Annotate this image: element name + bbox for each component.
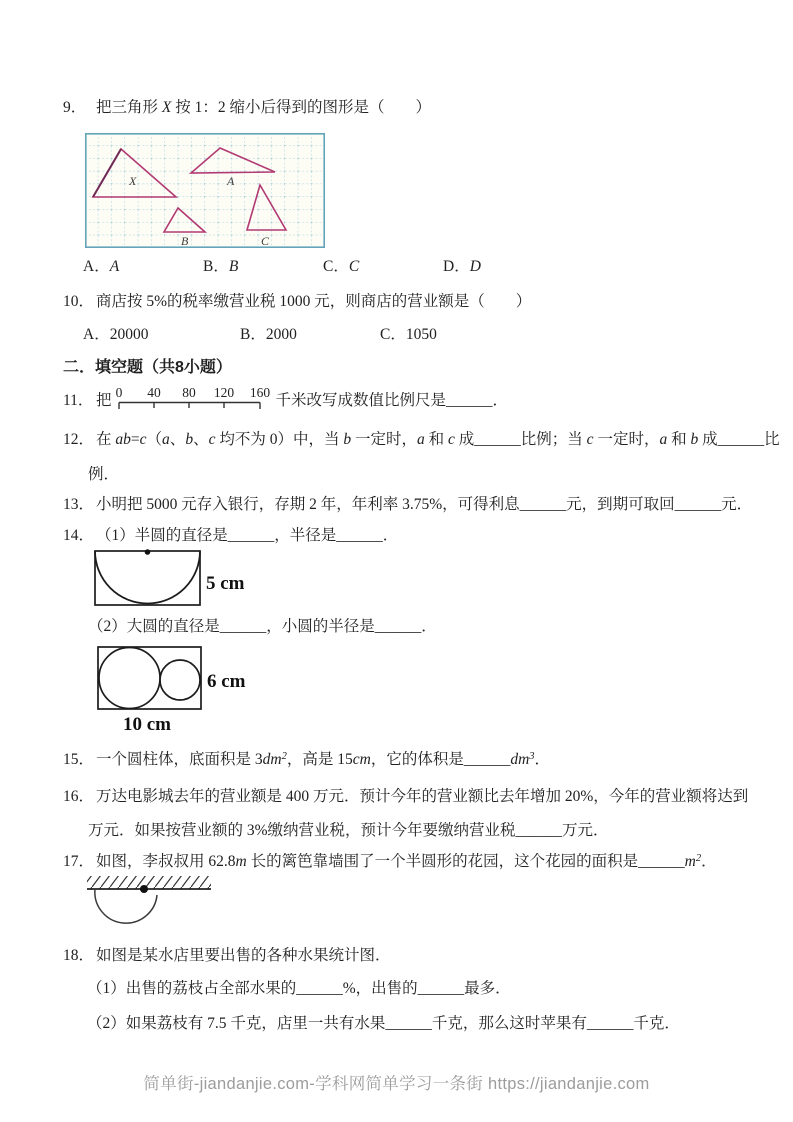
q12-var: ab [115,431,131,448]
option-10-c [380,323,437,346]
question-9-variable: X [161,99,172,116]
option-9-a-key: A． [83,258,110,275]
question-12-number: 12． [63,431,95,448]
option-9-b [203,255,323,278]
garden-semicircle-arc [95,889,157,923]
option-10-c-value: 1050 [405,326,437,343]
scale-tick-0: 0 [115,385,122,400]
q12-text: 、 [169,431,186,448]
option-9-a [83,255,203,278]
q12-text: 一定时， [593,431,660,448]
triangle-a-label: A [227,174,235,188]
option-9-c-key: C． [323,258,349,275]
question-18-text: 如图是某水店里要出售的各种水果统计图． [96,947,391,964]
q12-text: 、 [193,431,209,448]
q12-text: 均不为 0）中，当 [215,431,344,448]
triangle-b-label: B [181,234,189,248]
question-12 [63,428,780,451]
option-9-c-value: C [348,258,360,275]
two-circles-in-rectangle-figure [97,646,292,734]
option-9-c [323,255,443,278]
q12-text: （ [146,431,163,448]
question-14-part1: （1）半圆的直径是______，半径是______． [96,527,399,544]
question-9 [63,96,758,119]
option-10-b-value: 2000 [265,326,297,343]
q15-unit: dm [262,751,282,768]
question-11 [63,385,758,416]
scale-tick-120: 120 [213,385,234,400]
option-9-b-key: B． [203,258,229,275]
option-9-d-value: D [469,258,481,275]
q15-superscript: 3 [529,751,535,762]
q17-unit: m [684,853,696,870]
triangle-grid-figure [85,133,325,248]
q15-text: ，高是 15 [286,751,353,768]
q15-unit: cm [352,751,371,768]
q12-var: c [139,431,147,448]
q12-var: a [162,431,170,448]
small-circle [160,660,200,700]
triangle-c-label: C [261,234,270,248]
q15-superscript: 2 [281,751,287,762]
question-10-text: 商店按 5%的税率缴营业税 1000 元，则商店的营业额是（ ） [96,293,532,310]
q15-text: ． [534,751,551,768]
q12-var: c [208,431,216,448]
question-13-number: 13． [63,496,95,513]
q12-var: c [448,431,455,448]
q12-var: a [417,431,425,448]
question-13-text: 小明把 5000 元存入银行，存期 2 年，年利率 3.75%，可得利息______元，到期可取回______元． [96,496,753,513]
q12-var: a [659,431,668,448]
option-9-d [443,255,563,278]
question-15-number: 15． [63,751,95,768]
question-18-part2: （2）如果荔枝有 7.5 千克，店里一共有水果______千克，那么这时苹果有______千克． [87,1015,680,1032]
q17-text: 长的篱笆靠墙围了一个半圆形的花园，这个花园的面积是______ [246,853,685,870]
option-10-b [240,323,380,346]
option-10-a-value: 20000 [109,326,149,343]
wall-semicircle-garden-figure [83,875,223,935]
exam-content [63,96,780,1035]
triangle-x-label: X [129,174,137,188]
q17-text: ． [701,853,717,870]
dimension-label-6cm: 6 cm [207,671,246,692]
q12-text: 一定时， [351,431,417,448]
option-9-a-value: A [109,258,120,275]
question-10-number: 10． [63,293,95,310]
scale-tick-160: 160 [249,385,270,400]
question-13 [63,493,758,516]
question-16-line2: 万元．如果按营业额的 3%缴纳营业税，预计今年要缴纳营业税______万元． [88,822,609,839]
large-circle [99,648,160,709]
option-10-a [83,323,240,346]
rectangle-outline [95,551,200,605]
map-scale-figure [114,385,274,413]
section-2-title: 二．填空题（共8小题） [63,359,232,376]
question-17 [63,850,758,875]
site-footer: 简单街-jiandanjie.com-学科网简单学习一条街 https://jiandanjie.com [143,1075,650,1093]
question-15 [63,748,758,773]
option-9-b-value: B [228,258,239,275]
question-11-number: 11． [63,392,94,409]
q15-text: ，它的体积是______ [370,751,511,768]
scale-ruler-line [119,403,260,410]
wall-hatching [87,876,211,889]
question-18-part1: （1）出售的荔枝占全部水果的______%，出售的______最多． [87,980,511,997]
semicircle-in-rectangle-figure [94,549,249,611]
wall-dot [140,885,148,893]
question-11-prefix: 把 [96,392,112,409]
scale-tick-40: 40 [146,385,161,400]
q12-var: b [343,431,352,448]
question-9-text: 把三角形 [96,99,162,116]
semicircle-arc [95,551,200,604]
q15-unit: dm [510,751,530,768]
question-9-options [63,255,758,278]
question-14-part2: （2）大圆的直径是______，小圆的半径是______． [88,618,437,635]
q17-text: 如图，李叔叔用 62.8 [96,853,236,870]
question-16-number: 16． [63,788,95,805]
q12-text: 成______比例；当 [454,431,587,448]
option-10-a-key: A． [83,326,110,343]
scale-tick-80: 80 [181,385,196,400]
question-18 [63,944,758,967]
center-dot [145,549,151,555]
question-10 [63,290,758,313]
question-14 [63,524,758,547]
q17-unit: m [235,853,247,870]
question-10-options [63,323,758,346]
q17-superscript: 2 [695,853,702,864]
question-18-number: 18． [63,947,95,964]
question-11-suffix: 改写成数值比例尺是______． [306,392,509,409]
dimension-label-5cm: 5 cm [206,573,245,594]
q12-var: b [690,431,699,448]
q12-text: 成______比 [698,431,780,448]
question-11-unit: 千米 [275,392,307,409]
q12-text: 和 [667,431,691,448]
question-14-number: 14． [63,527,95,544]
option-10-c-key: C． [380,326,406,343]
q12-text: 在 [96,431,116,448]
question-9-text-cont: 按 1：2 缩小后得到的图形是（ ） [171,99,431,116]
q12-var: c [586,431,594,448]
question-16-line1: 万达电影城去年的营业额是 400 万元．预计今年的营业额比去年增加 20%，今年的营业额将达到 [96,788,749,805]
question-12-line2: 例． [88,466,120,483]
option-10-b-key: B． [240,326,266,343]
q12-var: b [185,431,194,448]
option-9-d-key: D． [443,258,470,275]
question-9-number: 9． [63,99,87,116]
q12-text: 和 [424,431,449,448]
q15-text: 一个圆柱体，底面积是 3 [96,751,263,768]
q12-text: = [130,431,140,448]
question-17-number: 17． [63,853,95,870]
question-16 [63,785,758,808]
dimension-label-10cm: 10 cm [123,714,172,734]
